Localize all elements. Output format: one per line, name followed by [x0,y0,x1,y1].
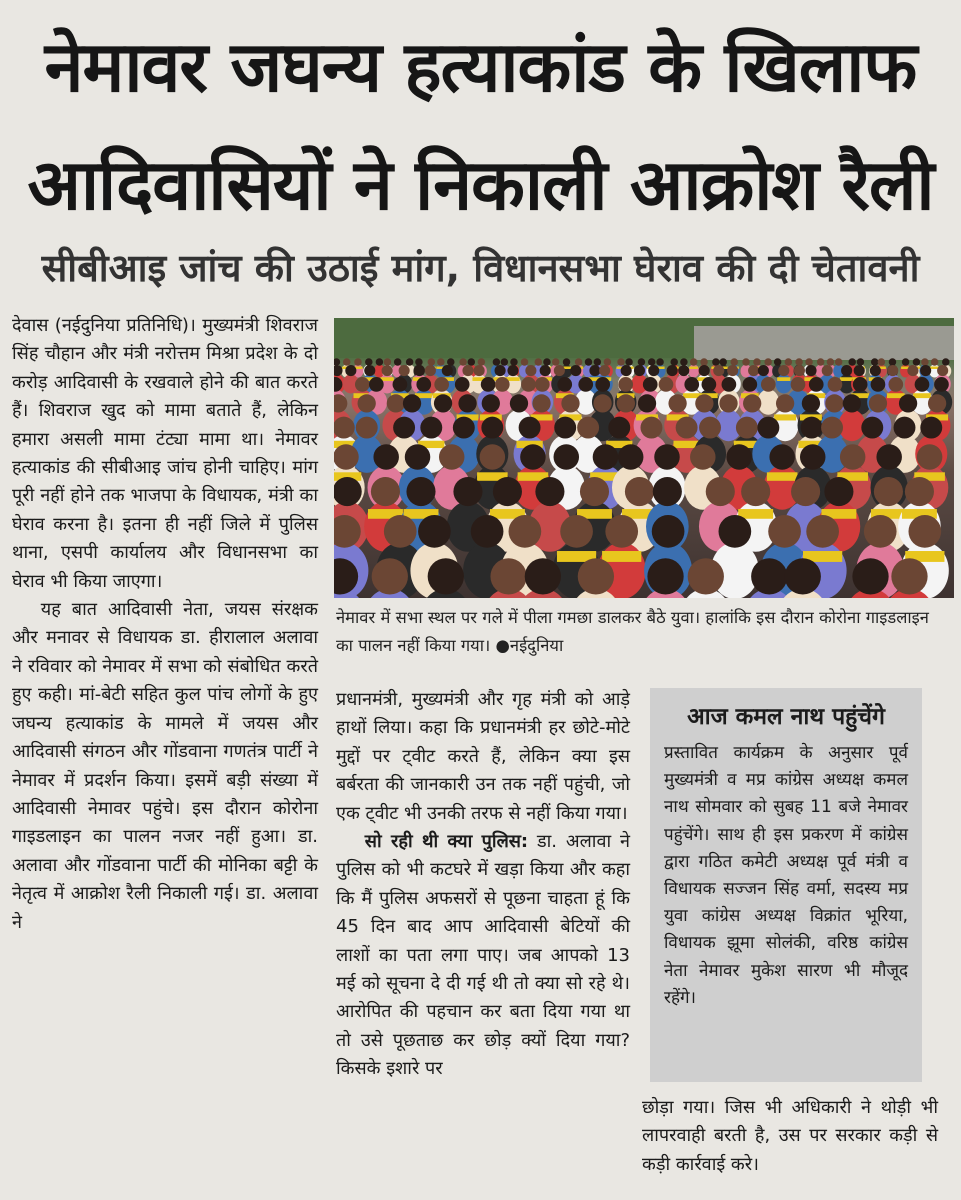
crowd-person-head [764,358,772,366]
crowd-person-head [425,365,436,376]
crowd-person-head [634,365,645,376]
crowd-person-head [748,365,759,376]
right-column [642,1094,938,1179]
crowd-person-head [439,444,465,470]
crowd-person-head [920,417,942,439]
crowd-person-head [648,365,659,376]
crowd-person-head [801,417,823,439]
crowd-person-head [434,377,449,392]
crowd-person-head [743,394,761,412]
crowd-person-head [406,358,414,366]
crowd-person-head [415,358,423,366]
crowd-person-head [800,444,826,470]
crowd-person-head [418,515,451,548]
crowd-person-head [647,558,683,594]
crowd-person-head [437,358,445,366]
left-paragraph-2: यह बात आदिवासी नेता, जयस संरक्षक और मनावर से विधायक डा. हीरालाल अलावा ने रविवार को नेमावर में सभा को संबोधित करते हुए कही। मां-बेटी सहित कुल पांच लोगों के हुए जघन्य हत्याकांड के मामले में जयस और आदिवासी संगठन और गोंडवाना गणतंत्र पार्टी ने नेमावर में प्रदर्शन किया। इसमें बड़ी संख्या में आदिवासी नेमावर पहुंचे। इस दौरान कोरोना गाइडलाइन का पालन नजर नहीं हुआ। डा. अलावा और गोंडवाना पार्टी की मोनिका बट्टी के नेतृत्व में आक्रोश रैली निकाली गई। डा. अलावा ने [12,599,318,933]
crowd-person-head [917,444,943,470]
crowd-person-head [680,358,688,366]
crowd-person-head [493,358,501,366]
crowd-person-head [334,417,355,439]
crowd-person-head [501,358,509,366]
crowd-person-head [593,444,619,470]
crowd-person-head [495,377,510,392]
crowd-person-head [334,444,359,470]
crowd-person-head [854,365,865,376]
crowd-person-head [758,365,769,376]
crowd-person-head [785,558,821,594]
crowd-person-head [920,365,931,376]
crowd-person-head [585,358,593,366]
crowd-person-head [648,358,656,366]
crowd-person-head [695,394,713,412]
crowd-person-head [525,365,536,376]
crowd-illustration [334,318,954,598]
crowd-person-head [617,394,635,412]
crowd-person-head [372,558,408,594]
crowd-person-head [525,558,561,594]
crowd-person-head [373,444,399,470]
crowd-person-head [605,515,638,548]
crowd-person-head [751,558,787,594]
crowd-person-head [891,558,927,594]
crowd-person-head [776,394,794,412]
crowd-person-head [719,515,752,548]
crowd-person-head [557,377,572,392]
yellow-gamchha [738,509,773,519]
crowd-person-head [736,417,758,439]
crowd-person-head [638,394,656,412]
yellow-gamchha [774,414,796,420]
crowd-person-head [354,358,362,366]
crowd-person-head [828,377,843,392]
crowd-person-head [535,358,543,366]
crowd-person-head [471,515,504,548]
crowd-person-head [731,358,739,366]
crowd-person-head [371,477,400,506]
crowd-person-head [706,477,735,506]
crowd-person-head [595,377,610,392]
crowd-person-head [676,417,698,439]
middle-paragraph-2-text: डा. अलावा ने पुलिस को भी कटघरे में खड़ा किया और कहा कि मैं पुलिस अफसरों से पूछना चाहता हूं कि 45 दिन बाद आप आदिवासी बेटियों की लाशों का पता लगा पाए। जब आपको 13 मई को सूचना दे दी गई थी तो क्या सो रहे थे। आरोपित की पहचान कर बता दिया गया था तो उसे पूछताछ कर छोड़ क्यों दिया गया? किसके इशारे पर [336,831,630,1080]
crowd-person-head [640,417,662,439]
crowd-person-head [580,477,609,506]
crowd-person-head [594,358,602,366]
crowd-person-head [652,515,685,548]
crowd-person-head [458,394,476,412]
crowd-person-head [334,365,343,376]
crowd-person-head [621,365,632,376]
crowd-person-head [702,377,717,392]
crowd-person-head [757,417,779,439]
crowd-person-head [894,417,916,439]
crowd-person-head [345,365,356,376]
crowd-person-head [617,358,625,366]
headline-line-2: आदिवासियों ने निकाली आक्रोश रैली [27,144,934,226]
yellow-gamchha [767,472,798,481]
crowd-person-head [509,515,542,548]
crowd-person-head [387,394,405,412]
crowd-person-head [406,477,435,506]
crowd-person-head [358,394,376,412]
crowd-person-head [365,358,373,366]
crowd-person-head [822,365,833,376]
crowd-person-head [589,365,600,376]
crowd-person-head [480,444,506,470]
crowd-person-head [462,365,473,376]
crowd-person-head [841,365,852,376]
crowd-person-head [869,394,887,412]
crowd-person-head [459,358,467,366]
crowd-person-head [684,377,699,392]
crowd-person-head [713,365,724,376]
crowd-person-head [625,358,633,366]
crowd-person-head [889,358,897,366]
crowd-person-head [481,417,503,439]
crowd-person-head [535,477,564,506]
crowd-person-head [510,358,518,366]
crowd-person-head [405,444,431,470]
crowd-person-head [843,394,861,412]
crowd-person-head [887,365,898,376]
crowd-person-head [428,358,436,366]
crowd-person-head [795,358,803,366]
crowd-person-head [618,444,644,470]
crowd-person-head [805,365,816,376]
middle-paragraph-1: प्रधानमंत्री, मुख्यमंत्री और गृह मंत्री को आड़े हाथों लिया। कहा कि प्रधानमंत्री हर छोटे-मोटे मुद्दों पर ट्वीट करते हैं, लेकिन क्या इस बर्बरता की जानकारी उन तक नहीं पहुंची, जो एक ट्वीट भी उनकी तरफ से नहीं किया गया। [336,689,630,824]
crowd-person-head [474,365,485,376]
middle-column [336,686,630,1084]
yellow-gamchha [602,551,641,562]
crowd-person-head [848,358,856,366]
crowd-person-head [384,515,417,548]
crowd-person-head [578,558,614,594]
crowd-person-head [722,377,737,392]
crowd-person-head [434,394,452,412]
rally-photo [334,318,954,598]
crowd-person-head [825,394,843,412]
crowd-person-head [768,515,801,548]
crowd-person-head [727,365,738,376]
middle-paragraph-2 [336,828,630,1084]
crowd-person-head [700,358,708,366]
crowd-person-head [785,358,793,366]
crowd-person-head [670,358,678,366]
crowd-person-head [668,394,686,412]
crowd-person-head [835,358,843,366]
crowd-person-head [871,358,879,366]
crowd-person-head [554,444,580,470]
crowd-person-head [618,377,633,392]
crowd-person-head [712,358,720,366]
crowd-person-head [428,558,464,594]
crowd-person-head [809,377,824,392]
crowd-person-head [769,444,795,470]
sidebar-box-body: प्रस्तावित कार्यक्रम के अनुसार पूर्व मुख्यमंत्री व मप्र कांग्रेस अध्यक्ष कमल नाथ सोमवार को सुबह 11 बजे नेमावर पहुंचेंगे। साथ ही इस प्रकरण में कांग्रेस द्वारा गठित कमेटी अध्यक्ष पूर्व मंत्री व विधायक सज्जन सिंह वर्मा, सदस्य मप्र युवा कांग्रेस अध्यक्ष विक्रांत भूरिया, विधायक झूमा सोलंकी, वरिष्ठ कांग्रेस नेता नेमावर मुकेश सारण भी मौजूद रहेंगे। [664,743,908,1008]
crowd-person-head [554,365,565,376]
crowd-person-head [874,477,903,506]
crowd-person-head [659,377,674,392]
crowd-person-head [840,444,866,470]
crowd-person-head [864,515,897,548]
crowd-person-body [688,365,699,378]
crowd-person-head [540,365,551,376]
crowd-person-head [393,377,408,392]
crowd-person-head [577,417,599,439]
crowd-person-head [455,377,470,392]
photo-caption: नेमावर में सभा स्थल पर गले में पीला गमछा डालकर बैठे युवा। हालांकि इस दौरान कोरोना गाइडलाइन का पालन नहीं किया गया। ●नईदुनिया [336,608,929,655]
crowd-person-head [561,394,579,412]
crowd-person-head [420,417,442,439]
crowd-person-head [905,477,934,506]
crowd-person-head [578,377,593,392]
crowd-person-head [453,477,482,506]
crowd-person-head [878,358,886,366]
crowd-person-head [520,444,546,470]
crowd-person-head [393,417,415,439]
crowd-person-head [902,358,910,366]
crowd-person-head [382,365,393,376]
crowd-person-head [653,477,682,506]
crowd-person-head [355,377,370,392]
crowd-person-head [931,358,939,366]
left-column [12,312,318,937]
crowd-person-head [599,365,610,376]
crowd-person-head [699,365,710,376]
crowd-person-head [343,358,351,366]
crowd-person-head [908,515,941,548]
crowd-person-head [554,417,576,439]
crowd-person-head [934,377,949,392]
crowd-person-head [656,358,664,366]
crowd-person-head [806,515,839,548]
crowd-person-head [608,417,630,439]
crowd-person-head [876,444,902,470]
crowd-person-head [403,394,421,412]
crowd-person-head [921,358,929,366]
crowd-person-head [482,394,500,412]
crowd-person-head [907,365,918,376]
crowd-person-head [604,358,612,366]
crowd-person-head [638,358,646,366]
crowd-person-head [570,365,581,376]
crowd-person-head [824,477,853,506]
sidebar-box [650,688,922,1082]
crowd-person-head [416,377,431,392]
crowd-person-head [625,477,654,506]
crowd-person-head [481,377,496,392]
crowd-person-head [852,558,888,594]
crowd-person-head [678,365,689,376]
crowd-person-head [447,358,455,366]
crowd-person-head [778,365,789,376]
crowd-person-head [521,358,529,366]
yellow-gamchha [777,377,790,381]
crowd-person-head [742,358,750,366]
crowd-person-head [761,377,776,392]
crowd-person-head [688,558,724,594]
crowd-person-head [490,558,526,594]
sidebar-box-title: आज कमल नाथ पहुंचेंगे [687,704,885,730]
crowd-person-head [827,358,835,366]
crowd-person-head [519,417,541,439]
crowd-person-head [394,358,402,366]
crowd-person-head [643,377,658,392]
crowd-person-head [802,394,820,412]
crowd-person-head [510,394,528,412]
crowd-person-head [478,358,486,366]
crowd-person-head [575,358,583,366]
crowd-person-head [521,377,536,392]
yellow-gamchha [689,367,698,370]
crowd-person-head [654,444,680,470]
crowd-person-head [414,365,425,376]
crowd-person-head [369,377,384,392]
crowd-person-body [776,374,792,393]
crowd-person-head [899,394,917,412]
crowd-person-head [942,358,950,366]
crowd-person-head [915,377,930,392]
crowd-person-head [334,358,340,366]
crowd-person-head [690,358,698,366]
crowd-person-head [552,358,560,366]
crowd-person-head [384,358,392,366]
crowd-person-head [493,477,522,506]
subheadline: सीबीआइ जांच की उठाई मांग, विधानसभा घेराव की दी चेतावनी [41,246,920,290]
headline-line-1: नेमावर जघन्य हत्याकांड के खिलाफ [44,26,917,108]
crowd-person-head [928,394,946,412]
crowd-person-head [870,365,881,376]
crowd-person-head [719,394,737,412]
crowd-person-head [699,417,721,439]
crowd-person-head [532,394,550,412]
left-paragraph-1: देवास (नईदुनिया प्रतिनिधि)। मुख्यमंत्री शिवराज सिंह चौहान और मंत्री नरोत्तम मिश्रा प्रदेश के दो करोड़ आदिवासी के रखवाले होने की बात करते हैं। शिवराज खुद को मामा बताते हैं, लेकिन हमारा असली मामा टंट्या मामा था। नेमावर हत्याकांड की सीबीआइ जांच होनी चाहिए। मांग पूरी नहीं होने तक भाजपा के विधायक, मंत्री का घेराव करना है। इतना ही नहीं जिले में पुलिस थाना, एसपी कार्यालय और विधानसभा का घेराव भी किया जाएगा। [12,315,318,592]
crowd-person-head [791,477,820,506]
crowd-person-head [334,477,362,506]
crowd-person-head [791,377,806,392]
crowd-person-head [399,365,410,376]
crowd-person-head [364,365,375,376]
crowd-person-head [853,377,868,392]
crowd-person-head [495,365,506,376]
yellow-gamchha [913,393,931,398]
crowd-person-head [543,358,551,366]
subhead-police: सो रही थी क्या पुलिस: [364,831,529,853]
crowd-person-head [719,358,727,366]
crowd-person-head [726,444,752,470]
crowd-person-head [805,358,813,366]
crowd-person-head [888,377,903,392]
crowd-person-head [507,365,518,376]
crowd-person-head [861,417,883,439]
crowd-person-head [753,358,761,366]
yellow-gamchha [840,377,853,381]
crowd-person-head [817,358,825,366]
crowd-person-head [690,444,716,470]
crowd-person-head [871,377,886,392]
crowd-person-head [937,365,948,376]
crowd-person-head [563,358,571,366]
crowd-person-head [442,365,453,376]
crowd-person-head [453,417,475,439]
crowd-person-head [560,515,593,548]
crowd-person-head [468,358,476,366]
crowd-person-head [857,358,865,366]
crowd-person-head [741,477,770,506]
right-paragraph-1: छोड़ा गया। जिस भी अधिकारी ने थोड़ी भी लापरवाही बरती है, उस पर सरकार कड़ी से कड़ी कार्रवाई करे। [642,1097,938,1175]
crowd-person-head [794,365,805,376]
crowd-person-head [821,417,843,439]
crowd-person-head [913,358,921,366]
crowd-person-head [667,365,678,376]
crowd-person-head [535,377,550,392]
crowd-person-head [742,377,757,392]
crowd-person-head [774,358,782,366]
crowd-person-head [356,417,378,439]
crowd-person-head [334,394,347,412]
crowd-person-head [593,394,611,412]
crowd-person-head [376,358,384,366]
